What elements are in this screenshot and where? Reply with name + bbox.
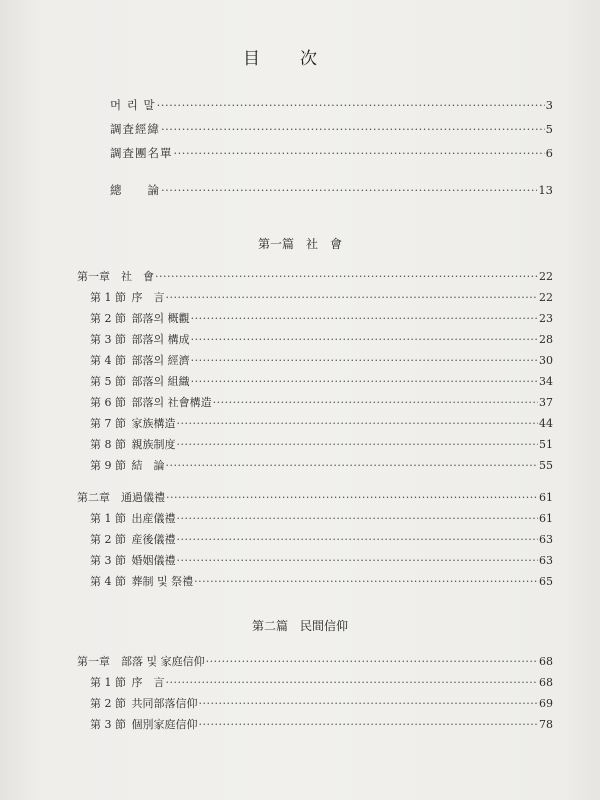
section-page: 28 — [539, 333, 553, 346]
chapter-label: 第二章 通過儀禮 — [77, 491, 165, 504]
section-title: 共同部落信仰 — [131, 697, 198, 710]
toc-entry-page: 3 — [545, 98, 553, 112]
section-number: 第 5 節 — [90, 375, 126, 388]
section-number: 第 2 節 — [90, 312, 126, 325]
section-page: 69 — [539, 697, 553, 710]
section-title: 葬制 및 祭禮 — [131, 575, 194, 588]
chapter-entry — [77, 270, 553, 284]
section-number: 第 7 節 — [90, 417, 126, 430]
section-number: 第 4 節 — [90, 575, 126, 588]
chapter-entry — [77, 491, 553, 505]
section-number: 第 9 節 — [90, 459, 126, 472]
section-number: 第 1 節 — [90, 676, 126, 689]
toc-title — [0, 44, 600, 69]
section-page: 68 — [539, 676, 553, 689]
toc-entry-general-remarks — [110, 183, 553, 197]
section-entry — [90, 312, 553, 326]
section-page: 51 — [539, 438, 553, 451]
section-entry — [90, 459, 553, 473]
section-entry — [90, 554, 553, 568]
toc-entry-label: 調査團名單 — [110, 146, 173, 160]
section-page: 78 — [539, 718, 553, 731]
section-entry — [90, 333, 553, 347]
section-title: 部落의 構成 — [131, 333, 190, 346]
section-title: 部落의 組織 — [131, 375, 190, 388]
section-page: 65 — [539, 575, 553, 588]
section-number: 第 6 節 — [90, 396, 126, 409]
section-title: 結 論 — [131, 459, 165, 472]
part-title: 第二篇 民間信仰 — [251, 619, 348, 633]
toc-entry-label: 調査經緯 — [110, 122, 160, 136]
section-title: 親族制度 — [131, 438, 176, 451]
section-entry — [90, 533, 553, 547]
chapter-label: 第一章 社 會 — [77, 270, 154, 283]
chapter-page: 68 — [539, 655, 553, 668]
section-title: 部落의 概觀 — [131, 312, 190, 325]
section-number: 第 8 節 — [90, 438, 126, 451]
section-page: 30 — [539, 354, 553, 367]
toc-entry-survey-history — [110, 122, 553, 136]
section-number: 第 2 節 — [90, 533, 126, 546]
chapter-page: 22 — [539, 270, 553, 283]
toc-entry-team-list — [110, 146, 553, 160]
section-entry — [90, 354, 553, 368]
section-title: 出産儀禮 — [131, 512, 176, 525]
section-number: 第 3 節 — [90, 333, 126, 346]
section-title: 序 言 — [131, 291, 165, 304]
chapter-page: 61 — [539, 491, 553, 504]
section-entry — [90, 396, 553, 410]
section-page: 37 — [539, 396, 553, 409]
section-title: 婚姻儀禮 — [131, 554, 176, 567]
chapter-entry — [77, 655, 553, 669]
section-page: 22 — [539, 291, 553, 304]
section-page: 23 — [539, 312, 553, 325]
section-number: 第 3 節 — [90, 554, 126, 567]
section-number: 第 1 節 — [90, 291, 126, 304]
section-number: 第 4 節 — [90, 354, 126, 367]
section-entry — [90, 438, 553, 452]
section-page: 61 — [539, 512, 553, 525]
part-title: 第一篇 社 會 — [257, 237, 342, 251]
section-page: 44 — [539, 417, 553, 430]
section-title: 家族構造 — [131, 417, 176, 430]
toc-entry-preface — [110, 98, 553, 112]
section-page: 63 — [539, 533, 553, 546]
toc-title-char-2: 次 — [300, 49, 357, 69]
section-entry — [90, 417, 553, 431]
toc-entry-page: 13 — [538, 183, 553, 197]
section-page: 63 — [539, 554, 553, 567]
section-entry — [90, 575, 553, 589]
toc-entry-label: 總 論 — [110, 183, 160, 197]
section-entry — [90, 291, 553, 305]
section-title: 序 言 — [131, 676, 165, 689]
section-entry — [90, 375, 553, 389]
section-number: 第 1 節 — [90, 512, 126, 525]
section-entry — [90, 676, 553, 690]
section-number: 第 3 節 — [90, 718, 126, 731]
section-title: 個別家庭信仰 — [131, 718, 198, 731]
section-number: 第 2 節 — [90, 697, 126, 710]
chapter-label: 第一章 部落 및 家庭信仰 — [77, 655, 205, 668]
section-entry — [90, 718, 553, 732]
section-entry — [90, 512, 553, 526]
section-page: 34 — [539, 375, 553, 388]
toc-title-char-1: 目 — [243, 49, 300, 69]
toc-entry-label: 머 리 말 — [110, 98, 156, 112]
section-title: 部落의 社會構造 — [131, 396, 212, 409]
section-title: 部落의 經濟 — [131, 354, 190, 367]
toc-entry-page: 5 — [545, 122, 553, 136]
section-page: 55 — [539, 459, 553, 472]
toc-entry-page: 6 — [545, 146, 553, 160]
section-title: 産後儀禮 — [131, 533, 176, 546]
section-entry — [90, 697, 553, 711]
